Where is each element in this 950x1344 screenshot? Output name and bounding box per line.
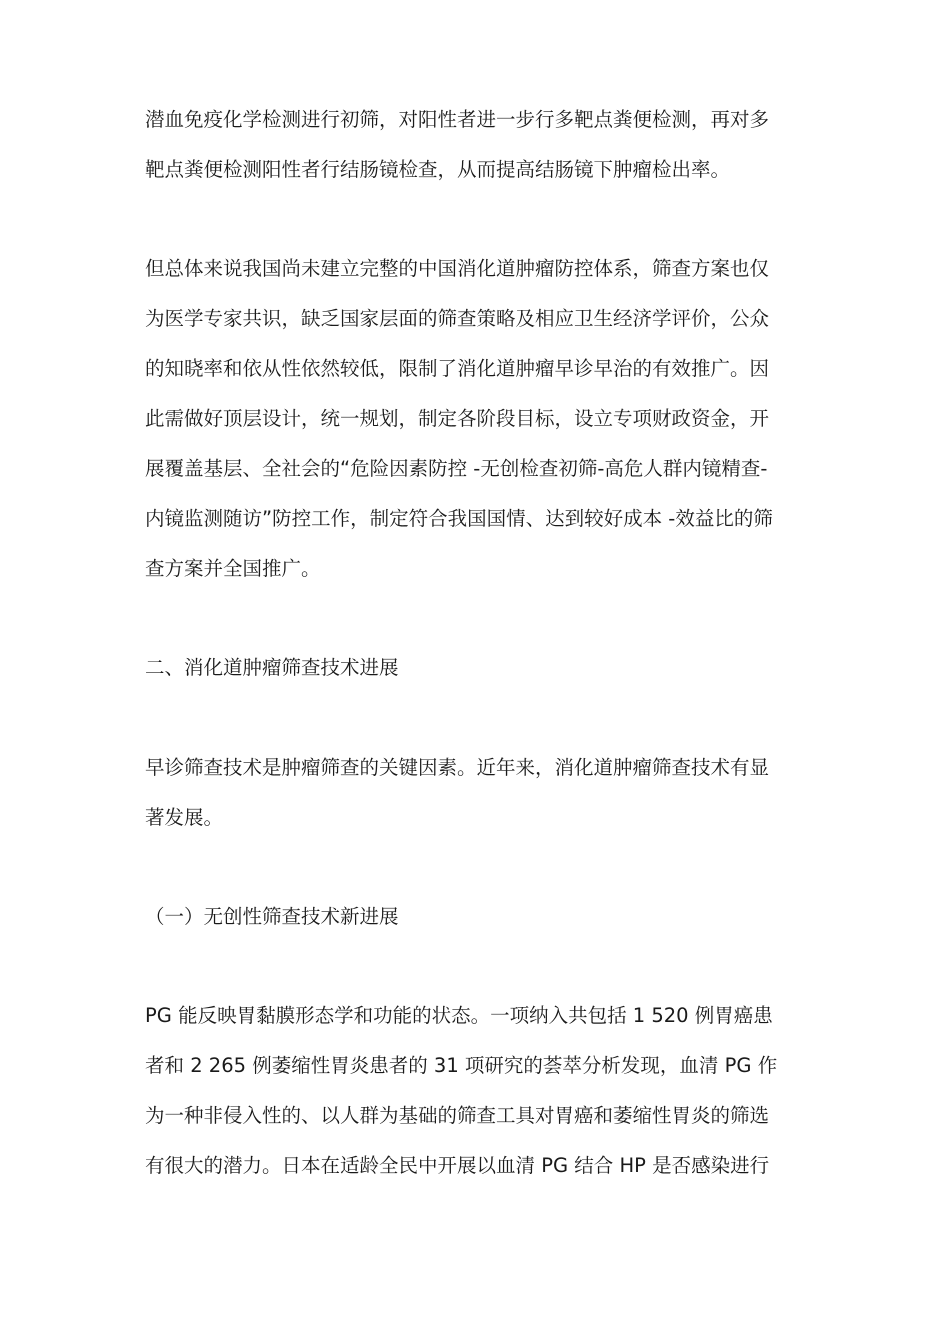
paragraph-line: 为一种非侵入性的、以人群为基础的筛查工具对胃癌和萎缩性胃炎的筛选 bbox=[145, 1104, 770, 1127]
paragraph-line: 有很大的潜力。日本在适龄全民中开展以血清 PG 结合 HP 是否感染进行 bbox=[145, 1154, 770, 1177]
paragraph-line: PG 能反映胃黏膜形态学和功能的状态。一项纳入共包括 1 520 例胃癌患 bbox=[145, 1004, 773, 1027]
paragraph-line: 的知晓率和依从性依然较低，限制了消化道肿瘤早诊早治的有效推广。因 bbox=[145, 357, 770, 380]
paragraph-line: 潜血免疫化学检测进行初筛，对阳性者进一步行多靶点粪便检测，再对多 bbox=[145, 108, 770, 131]
paragraph-line: 内镜监测随访”防控工作，制定符合我国国情、达到较好成本 -效益比的筛 bbox=[145, 507, 773, 530]
paragraph-line: 早诊筛查技术是肿瘤筛查的关键因素。近年来，消化道肿瘤筛查技术有显 bbox=[145, 756, 770, 779]
section-heading-text: 二、消化道肿瘤筛查技术进展 bbox=[145, 656, 399, 679]
paragraph-line: 但总体来说我国尚未建立完整的中国消化道肿瘤防控体系，筛查方案也仅 bbox=[145, 257, 770, 280]
paragraph-4 bbox=[145, 991, 810, 1191]
paragraph-3 bbox=[145, 743, 810, 843]
paragraph-line: 此需做好顶层设计，统一规划，制定各阶段目标，设立专项财政资金，开 bbox=[145, 407, 770, 430]
paragraph-line: 靶点粪便检测阳性者行结肠镜检查，从而提高结肠镜下肿瘤检出率。 bbox=[145, 158, 731, 181]
paragraph-line: 查方案并全国推广。 bbox=[145, 557, 321, 580]
paragraph-1 bbox=[145, 95, 810, 195]
paragraph-line: 者和 2 265 例萎缩性胃炎患者的 31 项研究的荟萃分析发现，血清 PG 作 bbox=[145, 1054, 778, 1077]
paragraph-line: 为医学专家共识，缺乏国家层面的筛查策略及相应卫生经济学评价，公众 bbox=[145, 307, 770, 330]
subsection-heading-text: （一）无创性筛查技术新进展 bbox=[145, 905, 399, 928]
paragraph-line: 展覆盖基层、全社会的“危险因素防控 -无创检查初筛-高危人群内镜精查- bbox=[145, 457, 768, 480]
section-heading bbox=[145, 643, 810, 693]
subsection-heading bbox=[145, 892, 810, 942]
paragraph-line: 著发展。 bbox=[145, 806, 224, 829]
paragraph-2 bbox=[145, 244, 810, 594]
